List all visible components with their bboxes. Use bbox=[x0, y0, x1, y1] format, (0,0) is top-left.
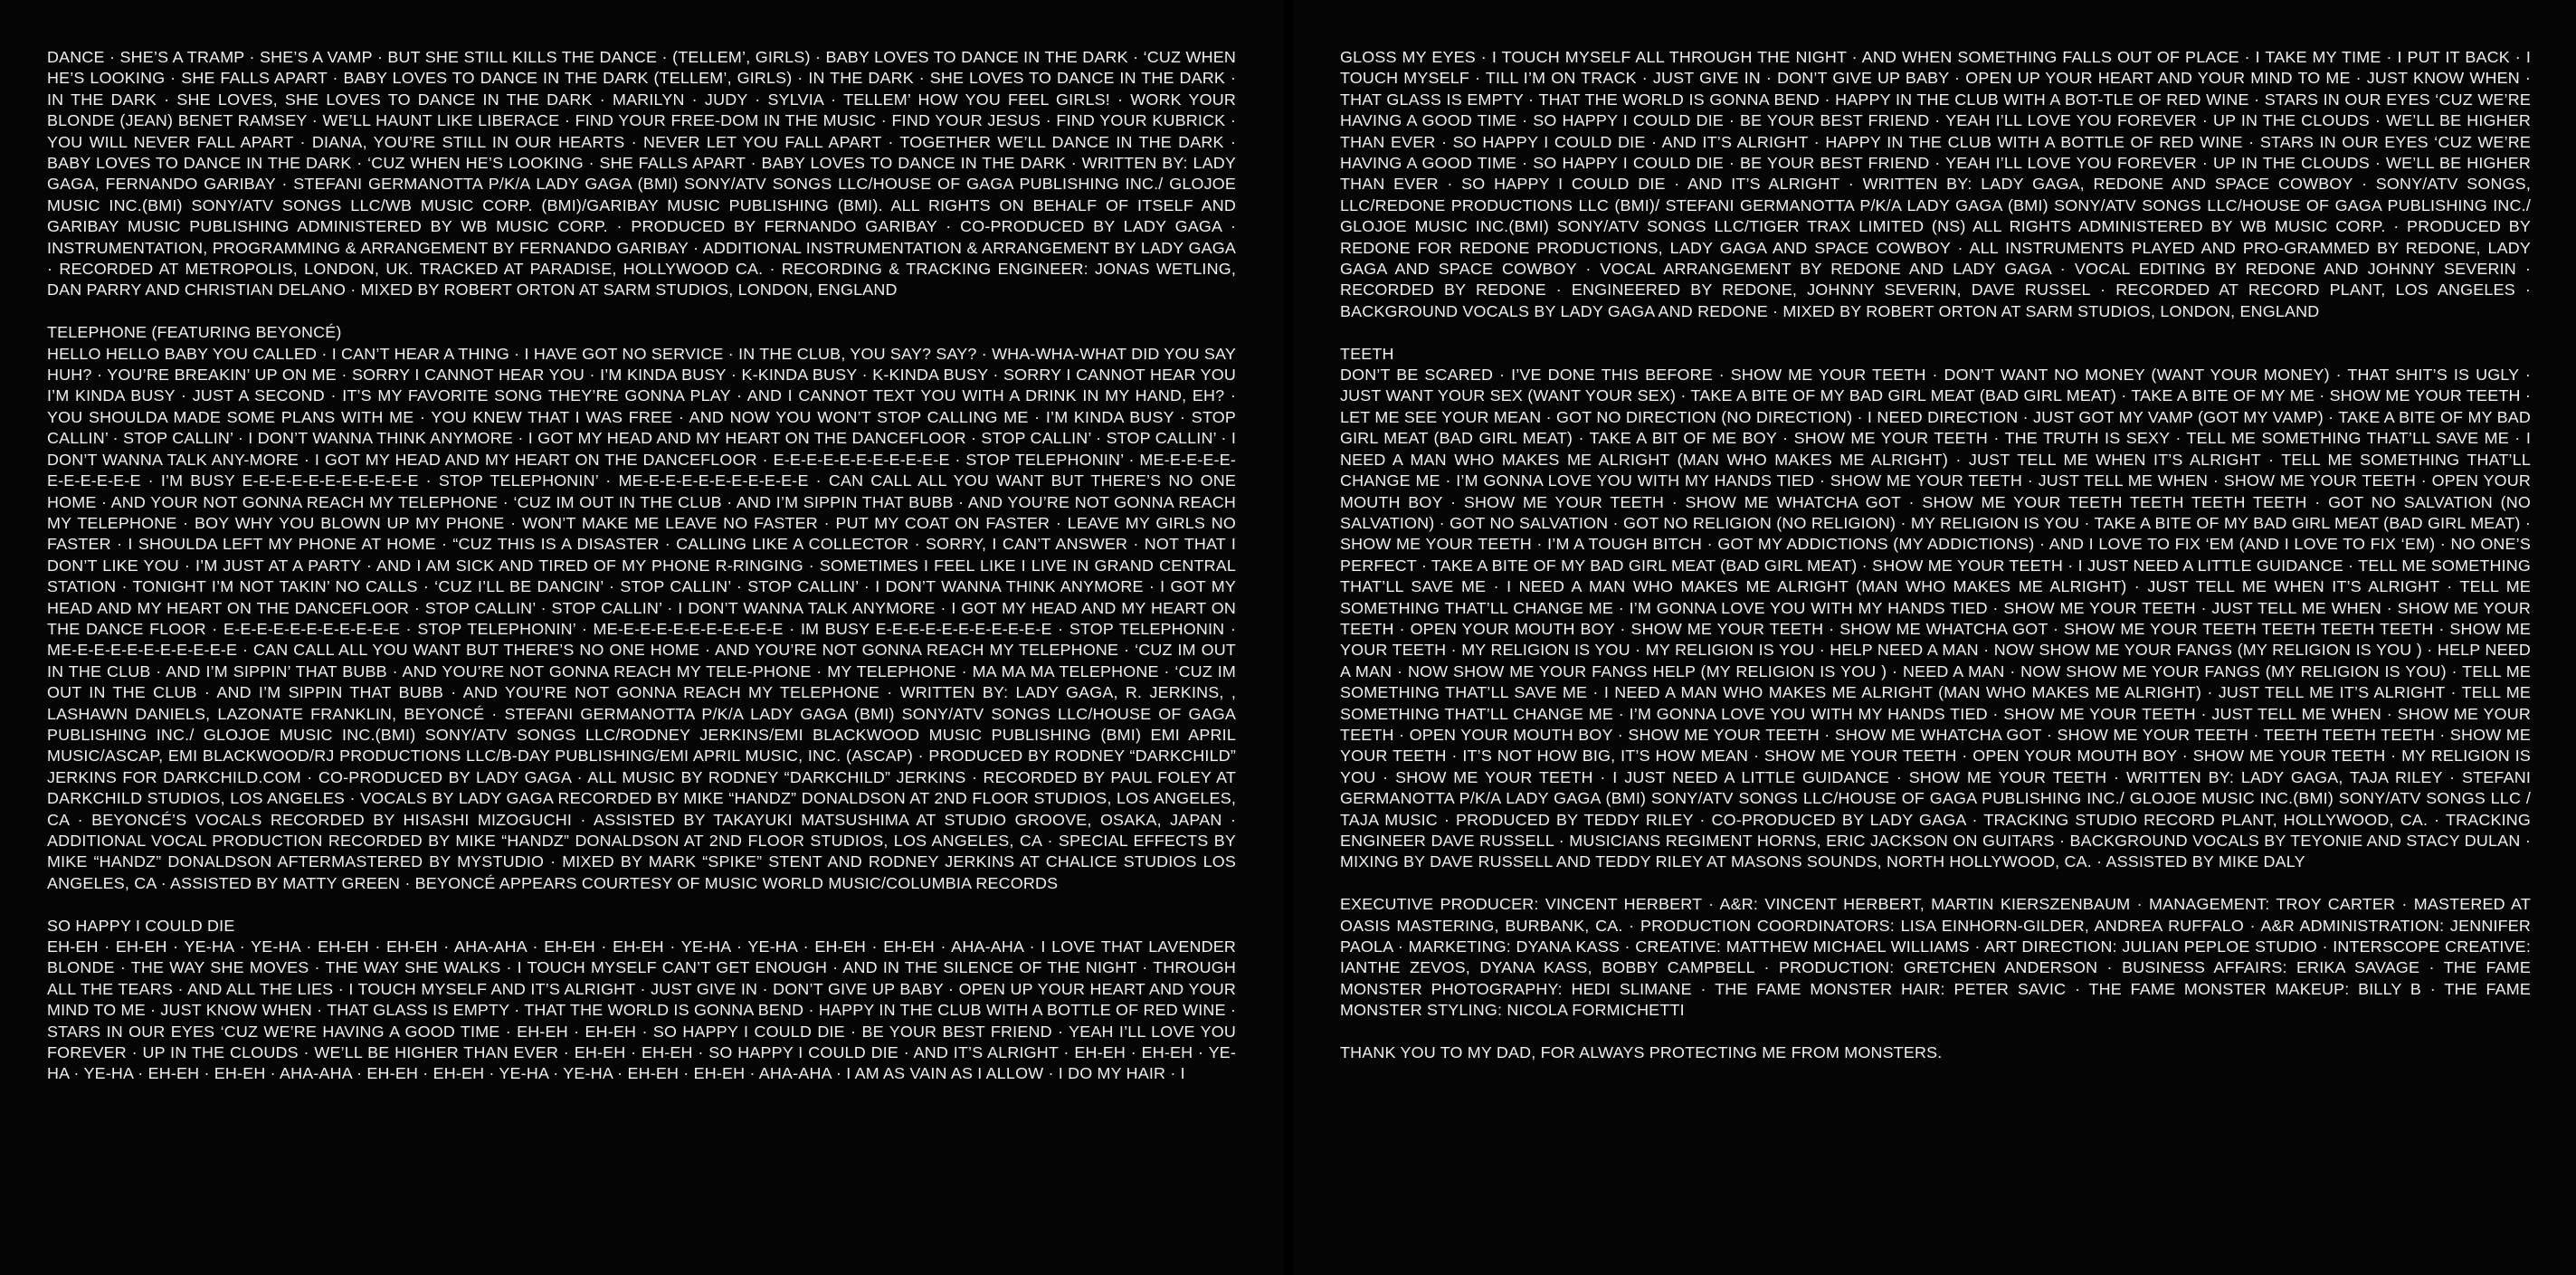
song-title: TELEPHONE (FEATURING BEYONCÉ) bbox=[47, 323, 342, 342]
song-title: SO HAPPY I COULD DIE bbox=[47, 916, 235, 935]
album-credits bbox=[1340, 894, 2531, 1021]
continued-text: GLOSS MY EYES · I TOUCH MYSELF ALL THROUGH THE NIGHT · AND WHEN SOMETHING FALLS OUT OF PLACE · I TAKE MY TIME · I PUT IT BACK · I TOUCH MYSELF · TILL I’M ON TRACK · JUST GIVE IN · DON’T GIVE UP BABY · OPEN UP YOUR HEART AND YOUR MIND TO ME · JUST KNOW WHEN · THAT GLASS IS EMPTY · THAT THE WORLD IS GONNA BEND · HAPPY IN THE CLUB WITH A BOT-TLE OF RED WINE · STARS IN OUR EYES ‘CUZ WE’RE HAVING A GOOD TIME · SO HAPPY I COULD DIE · BE YOUR BEST FRIEND · YEAH I’LL LOVE YOU FOREVER · UP IN THE CLOUDS · WE’LL BE HIGHER THAN EVER · SO HAPPY I COULD DIE · AND IT’S ALRIGHT · HAPPY IN THE CLUB WITH A BOTTLE OF RED WINE · STARS IN OUR EYES ‘CUZ WE’RE HAVING A GOOD TIME · SO HAPPY I COULD DIE · BE YOUR BEST FRIEND · YEAH I’LL LOVE YOU FOREVER · UP IN THE CLOUDS · WE’LL BE HIGHER THAN EVER · SO HAPPY I COULD DIE · AND IT’S ALRIGHT · WRITTEN BY: LADY GAGA, REDONE AND SPACE COWBOY · SONY/ATV SONGS, LLC/REDONE PRODUCTIONS LLC (BMI)/ STEFANI GERMANOTTA P/K/A LADY GAGA (BMI) SONY/ATV SONGS LLC/HOUSE OF GAGA PUBLISHING INC./ GLOJOE MUSIC INC.(BMI) SONY/ATV SONGS LLC/TIGER TRAX LIMITED (NS) ALL RIGHTS ADMINISTERED BY WB MUSIC CORP. · PRODUCED BY REDONE FOR REDONE PRODUCTIONS, LADY GAGA AND SPACE COWBOY · ALL INSTRUMENTS PLAYED AND PRO-GRAMMED BY REDONE, LADY GAGA AND SPACE COWBOY · VOCAL ARRANGEMENT BY REDONE AND LADY GAGA · VOCAL EDITING BY REDONE AND JOHNNY SEVERIN · RECORDED BY REDONE · ENGINEERED BY REDONE, JOHNNY SEVERIN, DAVE RUSSEL · RECORDED AT RECORD PLANT, LOS ANGELES · BACKGROUND VOCALS BY LADY GAGA AND REDONE · MIXED BY ROBERT ORTON AT SARM STUDIOS, LONDON, ENGLAND bbox=[1340, 48, 2531, 320]
song-teeth bbox=[1340, 344, 2531, 873]
song-lyrics-credits: DON’T BE SCARED · I’VE DONE THIS BEFORE · SHOW ME YOUR TEETH · DON’T WANT NO MONEY (WANT YOUR MONEY) · THAT SHIT’S IS UGLY · JUST WANT YOUR SEX (WANT YOUR SEX) · TAKE A BITE OF MY BAD GIRL MEAT (BAD GIRL MEAT) · TAKE A BITE OF MY ME · SHOW ME YOUR TEETH · LET ME SEE YOUR MEAN · GOT NO DIRECTION (NO DIRECTION) · I NEED DIRECTION · JUST GOT MY VAMP (GOT MY VAMP) · TAKE A BITE OF MY BAD GIRL MEAT (BAD GIRL MEAT) · TAKE A BIT OF ME BOY · SHOW ME YOUR TEETH · THE TRUTH IS SEXY · TELL ME SOMETHING THAT’LL SAVE ME · I NEED A MAN WHO MAKES ME ALRIGHT (MAN WHO MAKES ME ALRIGHT) · JUST TELL ME WHEN IT’S ALRIGHT · TELL ME SOMETHING THAT’LL CHANGE ME · I’M GONNA LOVE YOU WITH MY HANDS TIED · SHOW ME YOUR TEETH · JUST TELL ME WHEN · SHOW ME YOUR TEETH · OPEN YOUR MOUTH BOY · SHOW ME YOUR TEETH · SHOW ME WHATCHA GOT · SHOW ME YOUR TEETH TEETH TEETH TEETH · GOT NO SALVATION (NO SALVATION) · GOT NO SALVATION · GOT NO RELIGION (NO RELIGION) · MY RELIGION IS YOU · TAKE A BITE OF MY BAD GIRL MEAT (BAD GIRL MEAT) · SHOW ME YOUR TEETH · I’M A TOUGH BITCH · GOT MY ADDICTIONS (MY ADDICTIONS) · AND I LOVE TO FIX ‘EM (AND I LOVE TO FIX ‘EM) · NO ONE’S PERFECT · TAKE A BITE OF MY BAD GIRL MEAT (BAD GIRL MEAT) · SHOW ME YOUR TEETH · I JUST NEED A LITTLE GUIDANCE · TELL ME SOMETHING THAT’LL SAVE ME · I NEED A MAN WHO MAKES ME ALRIGHT (MAN WHO MAKES ME ALRIGHT) · JUST TELL ME WHEN IT’S ALRIGHT · TELL ME SOMETHING THAT’LL CHANGE ME · I’M GONNA LOVE YOU WITH MY HANDS TIED · SHOW ME YOUR TEETH · JUST TELL ME WHEN · SHOW ME YOUR TEETH · OPEN YOUR MOUTH BOY · SHOW ME YOUR TEETH · SHOW ME WHATCHA GOT · SHOW ME YOUR TEETH TEETH TEETH TEETH · SHOW ME YOUR TEETH · MY RELIGION IS YOU · MY RELIGION IS YOU · HELP NEED A MAN · NOW SHOW ME YOUR FANGS (MY RELIGION IS YOU ) · HELP NEED A MAN · NOW SHOW ME YOUR FANGS HELP (MY RELIGION IS YOU ) · NEED A MAN · NOW SHOW ME YOUR FANGS (MY RELIGION IS YOU) · TELL ME SOMETHING THAT’LL SAVE ME · I NEED A MAN WHO MAKES ME ALRIGHT (MAN WHO MAKES ME ALRIGHT) · JUST TELL ME IT’S ALRIGHT · TELL ME SOMETHING THAT’LL CHANGE ME · I’M GONNA LOVE YOU WITH MY HANDS TIED · SHOW ME YOUR TEETH · JUST TELL ME WHEN · SHOW ME YOUR TEETH · OPEN YOUR MOUTH BOY · SHOW ME YOUR TEETH · SHOW ME WHATCHA GOT · SHOW ME YOUR TEETH · TEETH TEETH TEETH · SHOW ME YOUR TEETH · IT’S NOT HOW BIG, IT’S HOW MEAN · SHOW ME YOUR TEETH · OPEN YOUR MOUTH BOY · SHOW ME YOUR TEETH · MY RELIGION IS YOU · SHOW ME YOUR TEETH · I JUST NEED A LITTLE GUIDANCE · SHOW ME YOUR TEETH · WRITTEN BY: LADY GAGA, TAJA RILEY · STEFANI GERMANOTTA P/K/A LADY GAGA (BMI) SONY/ATV SONGS LLC/HOUSE OF GAGA PUBLISHING INC./ GLOJOE MUSIC INC.(BMI) SONY/ATV SONGS LLC / TAJA MUSIC · PRODUCED BY TEDDY RILEY · CO-PRODUCED BY LADY GAGA · TRACKING STUDIO RECORD PLANT, HOLLYWOOD, CA. · TRACKING ENGINEER DAVE RUSSELL · MUSICIANS REGIMENT HORNS, ERIC JACKSON ON GUITARS · BACKGROUND VOCALS BY TEYONIE AND STACY DULAN · MIXING BY DAVE RUSSELL AND TEDDY RILEY AT MASONS SOUNDS, NORTH HOLLYWOOD, CA. · ASSISTED BY MIKE DALY bbox=[1340, 366, 2531, 871]
thank-you-note bbox=[1340, 1042, 2531, 1063]
song-telephone bbox=[47, 322, 1236, 894]
song-lyrics-credits: HELLO HELLO BABY YOU CALLED · I CAN’T HEAR A THING · I HAVE GOT NO SERVICE · IN THE CLUB, YOU SAY? SAY? · WHA-WHA-WHAT DID YOU SAY HUH? · YOU’RE BREAKIN’ UP ON ME · SORRY I CANNOT HEAR YOU · I’M KINDA BUSY · K-KINDA BUSY · K-KINDA BUSY · SORRY I CANNOT HEAR YOU I’M KINDA BUSY · JUST A SECOND · IT’S MY FAVORITE SONG THEY’RE GONNA PLAY · AND I CANNOT TEXT YOU WITH A DRINK IN MY HAND, EH? · YOU SHOULDA MADE SOME PLANS WITH ME · YOU KNEW THAT I WAS FREE · AND NOW YOU WON’T STOP CALLING ME · I’M KINDA BUSY · STOP CALLIN’ · STOP CALLIN’ · I DON’T WANNA THINK ANYMORE · I GOT MY HEAD AND MY HEART ON THE DANCEFLOOR · STOP CALLIN’ · STOP CALLIN’ · I DON’T WANNA TALK ANY-MORE · I GOT MY HEAD AND MY HEART ON THE DANCEFLOOR · E-E-E-E-E-E-E-E-E-E-E · STOP TELEPHONIN’ · ME-E-E-E-E-E-E-E-E-E-E · I’M BUSY E-E-E-E-E-E-E-E-E-E-E · STOP TELEPHONIN’ · ME-E-E-E-E-E-E-E-E-E-E · CAN CALL ALL YOU WANT BUT THERE’S NO ONE HOME · AND YOUR NOT GONNA REACH MY TELEPHONE · ‘CUZ IM OUT IN THE CLUB · AND I’M SIPPIN THAT BUBB · AND YOU’RE NOT GONNA REACH MY TELEPHONE · BOY WHY YOU BLOWN UP MY PHONE · WON’T MAKE ME LEAVE NO FASTER · PUT MY COAT ON FASTER · LEAVE MY GIRLS NO FASTER · I SHOULDA LEFT MY PHONE AT HOME · “CUZ THIS IS A DISASTER · CALLING LIKE A COLLECTOR · SORRY, I CAN’T ANSWER · NOT THAT I DON’T LIKE YOU · I’M JUST AT A PARTY · AND I AM SICK AND TIRED OF MY PHONE R-RINGING · SOMETIMES I FEEL LIKE I LIVE IN GRAND CENTRAL STATION · TONIGHT I’M NOT TAKIN’ NO CALLS · ‘CUZ I’LL BE DANCIN’ · STOP CALLIN’ · STOP CALLIN’ · I DON’T WANNA THINK ANYMORE · I GOT MY HEAD AND MY HEART ON THE DANCEFLOOR · STOP CALLIN’ · STOP CALLIN’ · I DON’T WANNA TALK ANYMORE · I GOT MY HEAD AND MY HEART ON THE DANCE FLOOR · E-E-E-E-E-E-E-E-E-E-E · STOP TELEPHONIN’ · ME-E-E-E-E-E-E-E-E-E-E · IM BUSY E-E-E-E-E-E-E-E-E-E-E · STOP TELEPHONIN · ME-E-E-E-E-E-E-E-E-E-E · CAN CALL ALL YOU WANT BUT THERE’S NO ONE HOME · AND YOU’RE NOT GONNA REACH MY TELEPHONE · ‘CUZ IM OUT IN THE CLUB · AND I’M SIPPIN’ THAT BUBB · AND YOU’RE NOT GONNA REACH MY TELE-PHONE · MY TELEPHONE · MA MA MA TELEPHONE · ‘CUZ IM OUT IN THE CLUB · AND I’M SIPPIN THAT BUBB · AND YOU’RE NOT GONNA REACH MY TELEPHONE · WRITTEN BY: LADY GAGA, R. JERKINS, , LASHAWN DANIELS, LAZONATE FRANKLIN, BEYONCÉ · STEFANI GERMANOTTA P/K/A LADY GAGA (BMI) SONY/ATV SONGS LLC/HOUSE OF GAGA PUBLISHING INC./ GLOJOE MUSIC INC.(BMI) SONY/ATV SONGS LLC/RODNEY JERKINS/EMI BLACKWOOD MUSIC PUBLISHING (BMI) EMI APRIL MUSIC/ASCAP, EMI BLACKWOOD/RJ PRODUCTIONS LLC/B-DAY PUBLISHING/EMI APRIL MUSIC, INC. (ASCAP) · PRODUCED BY RODNEY “DARKCHILD” JERKINS FOR DARKCHILD.COM · CO-PRODUCED BY LADY GAGA · ALL MUSIC BY RODNEY “DARKCHILD” JERKINS · RECORDED BY PAUL FOLEY AT DARKCHILD STUDIOS, LOS ANGELES · VOCALS BY LADY GAGA RECORDED BY MIKE “HANDZ” DONALDSON AT 2ND FLOOR STUDIOS, LOS ANGELES, CA · BEYONCÉ’S VOCALS RECORDED BY HISASHI MIZOGUCHI · ASSISTED BY TAKAYUKI MATSUSHIMA AT STUDIO GROOVE, OSAKA, JAPAN · ADDITIONAL VOCAL PRODUCTION RECORDED BY MIKE “HANDZ” DONALDSON AT 2ND FLOOR STUDIOS, LOS ANGELES, CA · SPECIAL EFFECTS BY MIKE “HANDZ” DONALDSON AFTERMASTERED BY MYSTUDIO · MIXED BY MARK “SPIKE” STENT AND RODNEY JERKINS AT CHALICE STUDIOS LOS ANGELES, CA · ASSISTED BY MATTY GREEN · BEYONCÉ APPEARS COURTESY OF MUSIC WORLD MUSIC/COLUMBIA RECORDS bbox=[47, 344, 1236, 892]
song-lyrics-credits: EH-EH · EH-EH · YE-HA · YE-HA · EH-EH · EH-EH · AHA-AHA · EH-EH · EH-EH · YE-HA · YE-HA · EH-EH · EH-EH · AHA-AHA · I LOVE THAT LAVENDER BLONDE · THE WAY SHE MOVES · THE WAY SHE WALKS · I TOUCH MYSELF CAN’T GET ENOUGH · AND IN THE SILENCE OF THE NIGHT · THROUGH ALL THE TEARS · AND ALL THE LIES · I TOUCH MYSELF AND IT’S ALRIGHT · JUST GIVE IN · DON’T GIVE UP BABY · OPEN UP YOUR HEART AND YOUR MIND TO ME · JUST KNOW WHEN · THAT GLASS IS EMPTY · THAT THE WORLD IS GONNA BEND · HAPPY IN THE CLUB WITH A BOTTLE OF RED WINE · STARS IN OUR EYES ‘CUZ WE’RE HAVING A GOOD TIME · EH-EH · EH-EH · SO HAPPY I COULD DIE · BE YOUR BEST FRIEND · YEAH I’LL LOVE YOU FOREVER · UP IN THE CLOUDS · WE’LL BE HIGHER THAN EVER · EH-EH · EH-EH · SO HAPPY I COULD DIE · AND IT’S ALRIGHT · EH-EH · EH-EH · YE-HA · YE-HA · EH-EH · EH-EH · AHA-AHA · EH-EH · EH-EH · YE-HA · YE-HA · EH-EH · EH-EH · AHA-AHA · I AM AS VAIN AS I ALLOW · I DO MY HAIR · I bbox=[47, 937, 1236, 1083]
song-so-happy-i-could-die bbox=[47, 916, 1236, 1085]
right-page bbox=[1293, 0, 2576, 1275]
left-page bbox=[0, 0, 1283, 1275]
right-text-column bbox=[1340, 47, 2531, 1085]
continued-text: DANCE · SHE’S A TRAMP · SHE’S A VAMP · BUT SHE STILL KILLS THE DANCE · (TELLEM’, GIRLS) · BABY LOVES TO DANCE IN THE DARK · ‘CUZ WHEN HE’S LOOKING · SHE FALLS APART · BABY LOVES TO DANCE IN THE DARK (TELLEM’, GIRLS) · IN THE DARK · SHE LOVES TO DANCE IN THE DARK · IN THE DARK · SHE LOVES, SHE LOVES TO DANCE IN THE DARK · MARILYN · JUDY · SYLVIA · TELLEM’ HOW YOU FEEL GIRLS! · WORK YOUR BLONDE (JEAN) BENET RAMSEY · WE’LL HAUNT LIKE LIBERACE · FIND YOUR FREE-DOM IN THE MUSIC · FIND YOUR JESUS · FIND YOUR KUBRICK · YOU WILL NEVER FALL APART · DIANA, YOU’RE STILL IN OUR HEARTS · NEVER LET YOU FALL APART · TOGETHER WE’LL DANCE IN THE DARK · BABY LOVES TO DANCE IN THE DARK · ‘CUZ WHEN HE’S LOOKING · SHE FALLS APART · BABY LOVES TO DANCE IN THE DARK · WRITTEN BY: LADY GAGA, FERNANDO GARIBAY · STEFANI GERMANOTTA P/K/A LADY GAGA (BMI) SONY/ATV SONGS LLC/HOUSE OF GAGA PUBLISHING INC./ GLOJOE MUSIC INC.(BMI) SONY/ATV SONGS LLC/WB MUSIC CORP. (BMI)/GARIBAY MUSIC PUBLISHING (BMI). ALL RIGHTS ON BEHALF OF ITSELF AND GARIBAY MUSIC PUBLISHING ADMINISTERED BY WB MUSIC CORP. · PRODUCED BY FERNANDO GARIBAY · CO-PRODUCED BY LADY GAGA · INSTRUMENTATION, PROGRAMMING & ARRANGEMENT BY FERNANDO GARIBAY · ADDITIONAL INSTRUMENTATION & ARRANGEMENT BY LADY GAGA · RECORDED AT METROPOLIS, LONDON, UK. TRACKED AT PARADISE, HOLLYWOOD CA. · RECORDING & TRACKING ENGINEER: JONAS WETLING, DAN PARRY AND CHRISTIAN DELANO · MIXED BY ROBERT ORTON AT SARM STUDIOS, LONDON, ENGLAND bbox=[47, 48, 1236, 300]
continued-lyrics-so-happy-i-could-die bbox=[1340, 47, 2531, 322]
page-gutter bbox=[1283, 0, 1293, 1275]
left-text-column bbox=[47, 47, 1236, 1106]
credits-text: EXECUTIVE PRODUCER: VINCENT HERBERT · A&R: VINCENT HERBERT, MARTIN KIERSZENBAUM · MANAGEMENT: TROY CARTER · MASTERED AT OASIS MASTERING, BURBANK, CA. · PRODUCTION COORDINATORS: LISA EINHORN-GILDER, ANDREA RUFFALO · A&R ADMINISTRATION: JENNIFER PAOLA · MARKETING: DYANA KASS · CREATIVE: MATTHEW MICHAEL WILLIAMS · ART DIRECTION: JULIAN PEPLOE STUDIO · INTERSCOPE CREATIVE: IANTHE ZEVOS, DYANA KASS, BOBBY CAMPBELL · PRODUCTION: GRETCHEN ANDERSON · BUSINESS AFFAIRS: ERIKA SAVAGE · THE FAME MONSTER PHOTOGRAPHY: HEDI SLIMANE · THE FAME MONSTER HAIR: PETER SAVIC · THE FAME MONSTER MAKEUP: BILLY B · THE FAME MONSTER STYLING: NICOLA FORMICHETTI bbox=[1340, 895, 2531, 1020]
thanks-text: THANK YOU TO MY DAD, FOR ALWAYS PROTECTING ME FROM MONSTERS. bbox=[1340, 1043, 1943, 1062]
continued-lyrics-dance-in-the-dark bbox=[47, 47, 1236, 301]
song-title: TEETH bbox=[1340, 344, 1394, 363]
